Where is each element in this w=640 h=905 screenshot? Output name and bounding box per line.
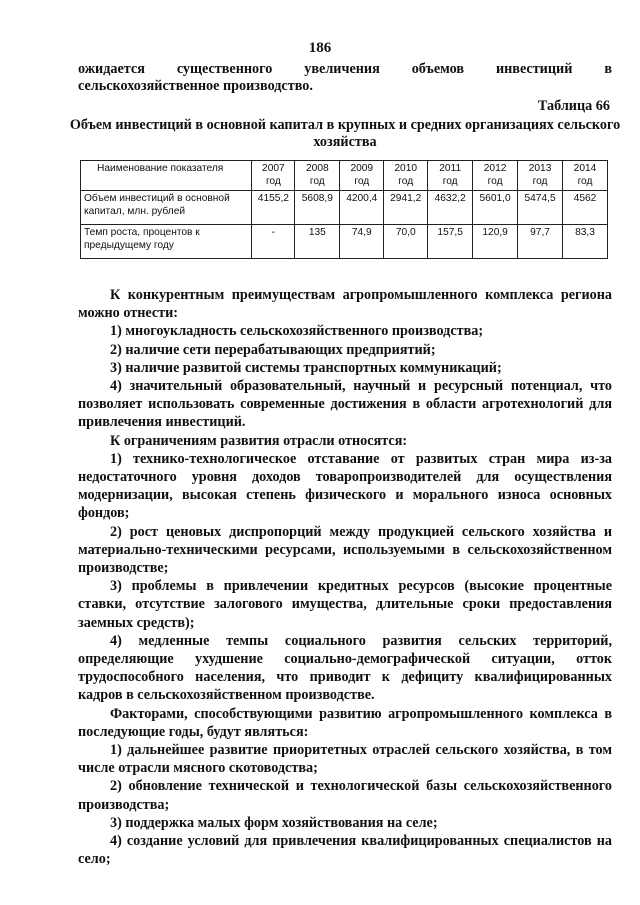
value-cell: 120,9: [473, 225, 518, 259]
value-cell: 4632,2: [428, 191, 473, 225]
list-item: 1) многоукладность сельскохозяйственного производства;: [110, 323, 484, 340]
list-item: 2) рост ценовых диспропорций между продукцией сельского хозяйства и материально-техническими ресурсами, используемыми в сельскохозяйственном производстве;: [78, 523, 612, 577]
value-cell: 70,0: [384, 225, 428, 259]
table-row: [81, 191, 608, 225]
list-item: 2) обновление технической и технологической базы сельскохозяйственного производства;: [78, 778, 612, 813]
investment-table: [80, 160, 608, 259]
header-year-cell: 2009 год: [340, 161, 384, 191]
value-cell: 5608,9: [295, 191, 340, 225]
list-item: 3) поддержка малых форм хозяйствования на селе;: [110, 814, 438, 831]
value-cell: 5474,5: [518, 191, 563, 225]
value-cell: 157,5: [428, 225, 473, 259]
header-year-cell: 2007 год: [252, 161, 295, 191]
list-item: 4) медленные темпы социального развития сельских территорий, определяющие ухудшение социально-демографической ситуации, отток трудоспособного населения, что приводит к дефициту квалифицированных кадров в сельскохозяйственном производстве.: [78, 632, 612, 704]
value-cell: 135: [295, 225, 340, 259]
value-cell: 5601,0: [473, 191, 518, 225]
body-text: [78, 286, 612, 869]
value-cell: 2941,2: [384, 191, 428, 225]
list-item: 4) создание условий для привлечения квалифицированных специалистов на село;: [78, 833, 612, 868]
value-cell: 97,7: [518, 225, 563, 259]
row-name-cell: Темп роста, процентов к предыдущему году: [81, 225, 252, 259]
value-cell: 4200,4: [340, 191, 384, 225]
list-item: 3) наличие развитой системы транспортных коммуникаций;: [110, 359, 502, 376]
table-header-row: [81, 161, 608, 191]
table-title: Объем инвестиций в основной капитал в крупных и средних организациях сельского хозяйства: [69, 117, 621, 150]
row-name-cell: Объем инвестиций в основной капитал, млн. рублей: [81, 191, 252, 225]
header-name-cell: Наименование показателя: [81, 161, 252, 191]
value-cell: -: [252, 225, 295, 259]
table-label: Таблица 66: [537, 98, 610, 114]
list-item: 2) наличие сети перерабатывающих предприятий;: [110, 341, 436, 358]
paragraph: К конкурентным преимуществам агропромышленного комплекса региона можно отнести:: [78, 287, 612, 322]
header-year-cell: 2010 год: [384, 161, 428, 191]
table-row: [81, 225, 608, 259]
paragraph: К ограничениям развития отрасли относятся:: [110, 432, 408, 449]
value-cell: 83,3: [563, 225, 608, 259]
paragraph: Факторами, способствующими развитию агропромышленного комплекса в последующие годы, будут являться:: [78, 705, 612, 740]
list-item: 1) технико-технологическое отставание от развитых стран мира из-за недостаточного уровня доходов товаропроизводителей для осуществления модернизации, высокая степень физического и морального износа основных фондов;: [78, 450, 612, 522]
page-number: 186: [308, 40, 332, 56]
intro-paragraph: ожидается существенного увеличения объемов инвестиций в сельскохозяйственное производство.: [78, 61, 612, 94]
header-year-cell: 2013 год: [518, 161, 563, 191]
value-cell: 4155,2: [252, 191, 295, 225]
value-cell: 4562: [563, 191, 608, 225]
list-item: 3) проблемы в привлечении кредитных ресурсов (высокие процентные ставки, отсутствие залогового имущества, длительные сроки предоставления заемных средств);: [78, 578, 612, 631]
list-item: 1) дальнейшее развитие приоритетных отраслей сельского хозяйства, в том числе отрасли мясного скотоводства;: [78, 742, 612, 777]
header-year-cell: 2012 год: [473, 161, 518, 191]
value-cell: 74,9: [340, 225, 384, 259]
header-year-cell: 2014 год: [563, 161, 608, 191]
list-item: 4) значительный образовательный, научный и ресурсный потенциал, что позволяет использовать современные достижения в области агротехнологий для привлечения инвестиций.: [78, 378, 612, 431]
header-year-cell: 2011 год: [428, 161, 473, 191]
header-year-cell: 2008 год: [295, 161, 340, 191]
